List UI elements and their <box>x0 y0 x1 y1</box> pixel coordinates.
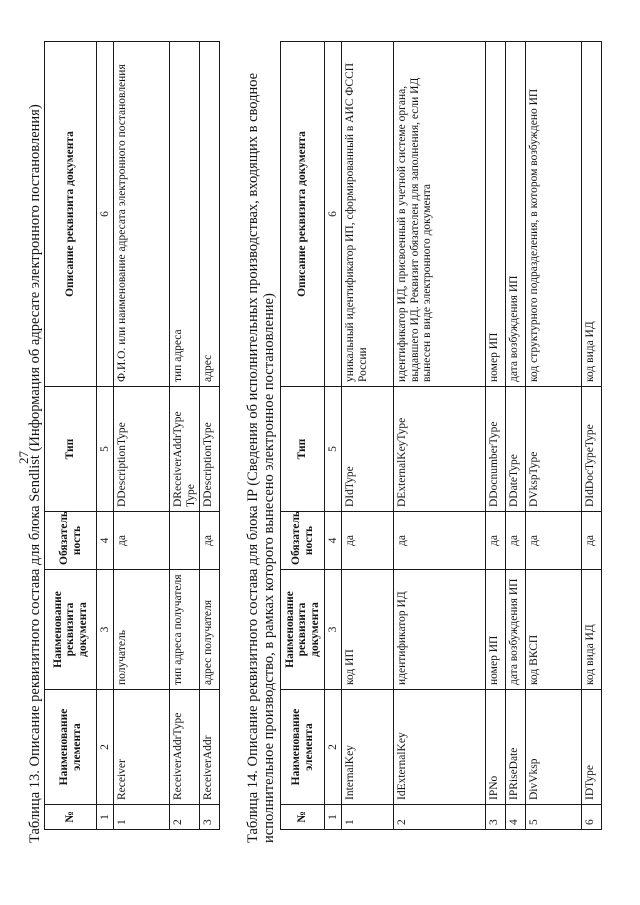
table-cell: да <box>342 512 394 570</box>
table-row <box>394 42 486 830</box>
table-cell: IdExternalKey <box>394 690 486 805</box>
table14 <box>280 41 602 830</box>
table14-header-cell: Наименование реквизита документа <box>281 570 325 690</box>
table-cell: идентификатор ИД, присвоенный в учетной системе органа, выдавшего ИД. Реквизит обязателен для заполнения, если ИД вынесен в виде электронного документа <box>394 42 486 387</box>
table14-header-cell: Обязатель ность <box>281 512 325 570</box>
table-cell: адрес <box>200 42 220 387</box>
table14-colnum: 5 <box>325 387 342 512</box>
table-cell: DDateType <box>506 387 526 512</box>
table-cell: код структурного подразделения, в котором возбуждено ИП <box>526 42 582 387</box>
table13-colnum: 2 <box>97 690 114 805</box>
table13-header-row <box>45 42 97 830</box>
table14-header-cell: Наименование элемента <box>281 690 325 805</box>
table14-caption-line2: исполнительное производство, в рамках которого вынесено электронное постановление) <box>261 293 277 843</box>
table-cell: DIdDocTypeType <box>582 387 602 512</box>
table13-header-cell: Наименование реквизита документа <box>45 570 97 690</box>
table-cell: да <box>526 512 582 570</box>
table-cell: 2 <box>170 805 200 830</box>
table-cell: ReceiverAddrType <box>170 690 200 805</box>
table-cell: дата возбуждения ИП <box>506 570 526 690</box>
table13-colnum: 1 <box>97 805 114 830</box>
table-cell: да <box>582 512 602 570</box>
table-cell: адрес получателя <box>200 570 220 690</box>
table14-colnum: 3 <box>325 570 342 690</box>
table13-colnum-row <box>97 42 114 830</box>
table-cell: 3 <box>486 805 506 830</box>
table-cell: DExternalKeyType <box>394 387 486 512</box>
table-cell: дата возбуждения ИП <box>506 42 526 387</box>
table-cell: да <box>200 512 220 570</box>
table-cell: Ф.И.О. или наименование адресата электронного постановления <box>114 42 170 387</box>
table14-header-row <box>281 42 325 830</box>
table-cell: 6 <box>582 805 602 830</box>
table-cell: Receiver <box>114 690 170 805</box>
table13-header-cell: Тип <box>45 387 97 512</box>
table14-colnum: 6 <box>325 42 342 387</box>
table-row <box>200 42 220 830</box>
table-cell: 1 <box>114 805 170 830</box>
table13-header-cell: Описание реквизита документа <box>45 42 97 387</box>
table-cell: тип адреса <box>170 42 200 387</box>
table13-colnum: 6 <box>97 42 114 387</box>
table-cell: уникальный идентификатор ИП, сформированный в АИС ФССП России <box>342 42 394 387</box>
table-cell: да <box>394 512 486 570</box>
table14-colnum: 4 <box>325 512 342 570</box>
table-cell: 2 <box>394 805 486 830</box>
table14-header-cell: Описание реквизита документа <box>281 42 325 387</box>
table-cell: да <box>114 512 170 570</box>
table-cell: DVkspType <box>526 387 582 512</box>
table-cell: IPRiseDate <box>506 690 526 805</box>
table-cell: получатель <box>114 570 170 690</box>
table13-header-cell: Обязатель ность <box>45 512 97 570</box>
table13-caption: Таблица 13. Описание реквизитного состава для блока Sendlist (Информация об адресате электронного постановления) <box>27 104 43 843</box>
table-cell: DDocnumberType <box>486 387 506 512</box>
table13 <box>44 41 220 830</box>
table-cell: IPNo <box>486 690 506 805</box>
table14-header-cell: Тип <box>281 387 325 512</box>
table-cell: 3 <box>200 805 220 830</box>
table13-header-cell: № <box>45 805 97 830</box>
table13-colnum: 5 <box>97 387 114 512</box>
table-row <box>486 42 506 830</box>
table14-colnum: 1 <box>325 805 342 830</box>
table-cell: да <box>486 512 506 570</box>
table13-colnum: 3 <box>97 570 114 690</box>
table13-colnum: 4 <box>97 512 114 570</box>
table-cell: номер ИП <box>486 42 506 387</box>
table-cell: да <box>506 512 526 570</box>
table-cell: DDescriptionType <box>200 387 220 512</box>
table-cell: номер ИП <box>486 570 506 690</box>
table-cell: ReceiverAddr <box>200 690 220 805</box>
table-row <box>506 42 526 830</box>
table-cell: DIdType <box>342 387 394 512</box>
table-row <box>114 42 170 830</box>
table-cell: InternalKey <box>342 690 394 805</box>
table-cell: тип адреса получателя <box>170 570 200 690</box>
table-row <box>526 42 582 830</box>
table-cell: 5 <box>526 805 582 830</box>
table-row <box>342 42 394 830</box>
table14-caption-line1: Таблица 14. Описание реквизитного состава для блока IP (Сведения об исполнительных производствах, входящих в сводное <box>245 72 261 843</box>
table-cell: код вида ИД <box>582 42 602 387</box>
table-cell: код ИП <box>342 570 394 690</box>
table13-header-cell: Наименование элемента <box>45 690 97 805</box>
table-cell <box>170 512 200 570</box>
table-cell: DDescriptionType <box>114 387 170 512</box>
table14-header-cell: № <box>281 805 325 830</box>
table-cell: 4 <box>506 805 526 830</box>
table-cell: IDType <box>582 690 602 805</box>
page-number: 27 <box>16 451 31 464</box>
table14-colnum: 2 <box>325 690 342 805</box>
table-row <box>582 42 602 830</box>
table-row <box>170 42 200 830</box>
table14-colnum-row <box>325 42 342 830</box>
table-cell: DReceiverAddrType Type <box>170 387 200 512</box>
table-cell: 1 <box>342 805 394 830</box>
table-cell: код вида ИД <box>582 570 602 690</box>
table-cell: идентификатор ИД <box>394 570 486 690</box>
table-cell: код ВКСП <box>526 570 582 690</box>
table-cell: DivVksp <box>526 690 582 805</box>
